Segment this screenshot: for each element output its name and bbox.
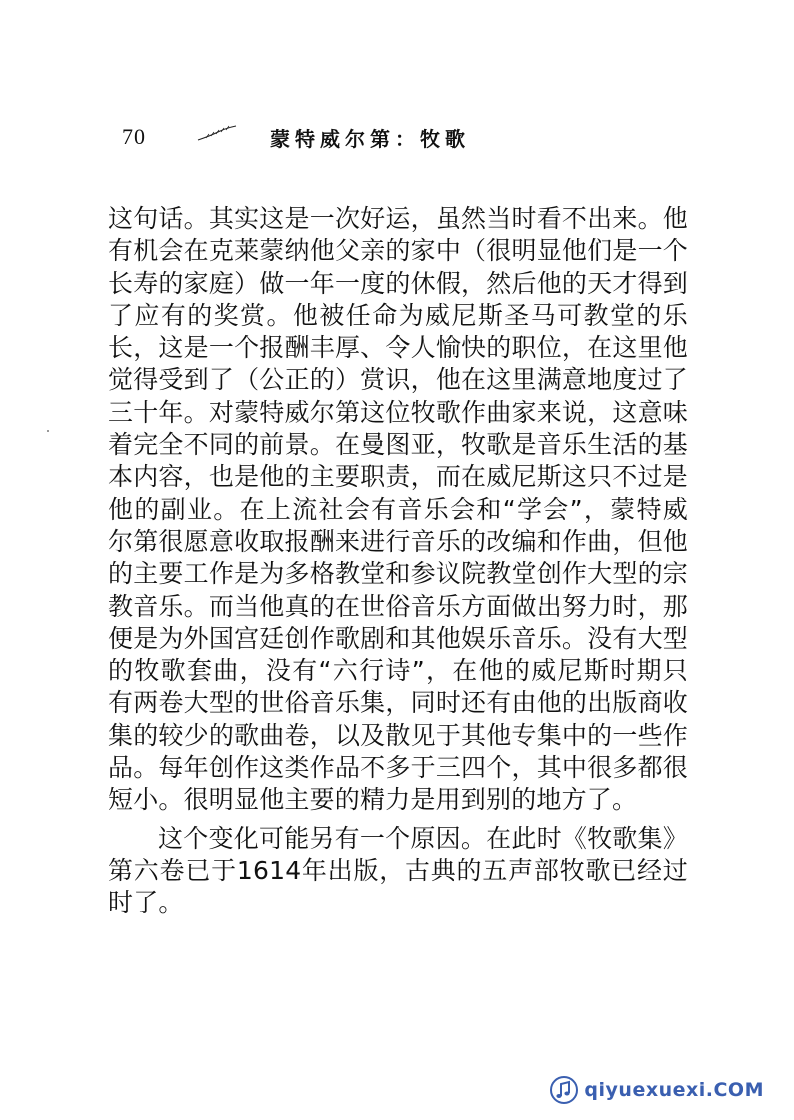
paragraph: 这句话。其实这是一次好运，虽然当时看不出来。他有机会在克莱蒙纳他父亲的家中（很明显他们是一个长寿的家庭）做一年一度的休假，然后他的天才得到了应有的奖赏。他被任命为威尼斯圣马可教堂的乐长，这是一个报酬丰厚、令人愉快的职位，在这里他觉得受到了（公正的）赏识，他在这里满意地度过了三十年。对蒙特威尔第这位牧歌作曲家来说，这意味着完全不同的前景。在曼图亚，牧歌是音乐生活的基本内容，也是他的主要职责，而在威尼斯这只不过是他的副业。在上流社会有音乐会和“学会”，蒙特威尔第很愿意收取报酬来进行音乐的改编和作曲，但他的主要工作是为多格教堂和参议院教堂创作大型的宗教音乐。而当他真的在世俗音乐方面做出努力时，那便是为外国宫廷创作歌剧和其他娱乐音乐。没有大型的牧歌套曲，没有“六行诗”，在他的威尼斯时期只有两卷大型的世俗音乐集，同时还有由他的出版商收集的较少的歌曲卷，以及散见于其他专集中的一些作品。每年创作这类作品不多于三四个，其中很多都很短小。很明显他主要的精力是用到别的地方了。	[108, 204, 688, 815]
page-number: 70	[122, 124, 146, 149]
watermark-text: qiyuexuexi.COM	[584, 1079, 764, 1101]
margin-mark	[47, 430, 49, 432]
watermark	[550, 1076, 764, 1104]
body-text	[108, 203, 688, 920]
running-title: 蒙特威尔第：牧歌	[270, 127, 470, 151]
music-note-logo-icon	[550, 1076, 578, 1104]
ornament-icon	[196, 124, 238, 142]
paragraph: 这个变化可能另有一个原因。在此时《牧歌集》第六卷已于1614年出版，古典的五声部牧歌已经过时了。	[108, 823, 688, 918]
